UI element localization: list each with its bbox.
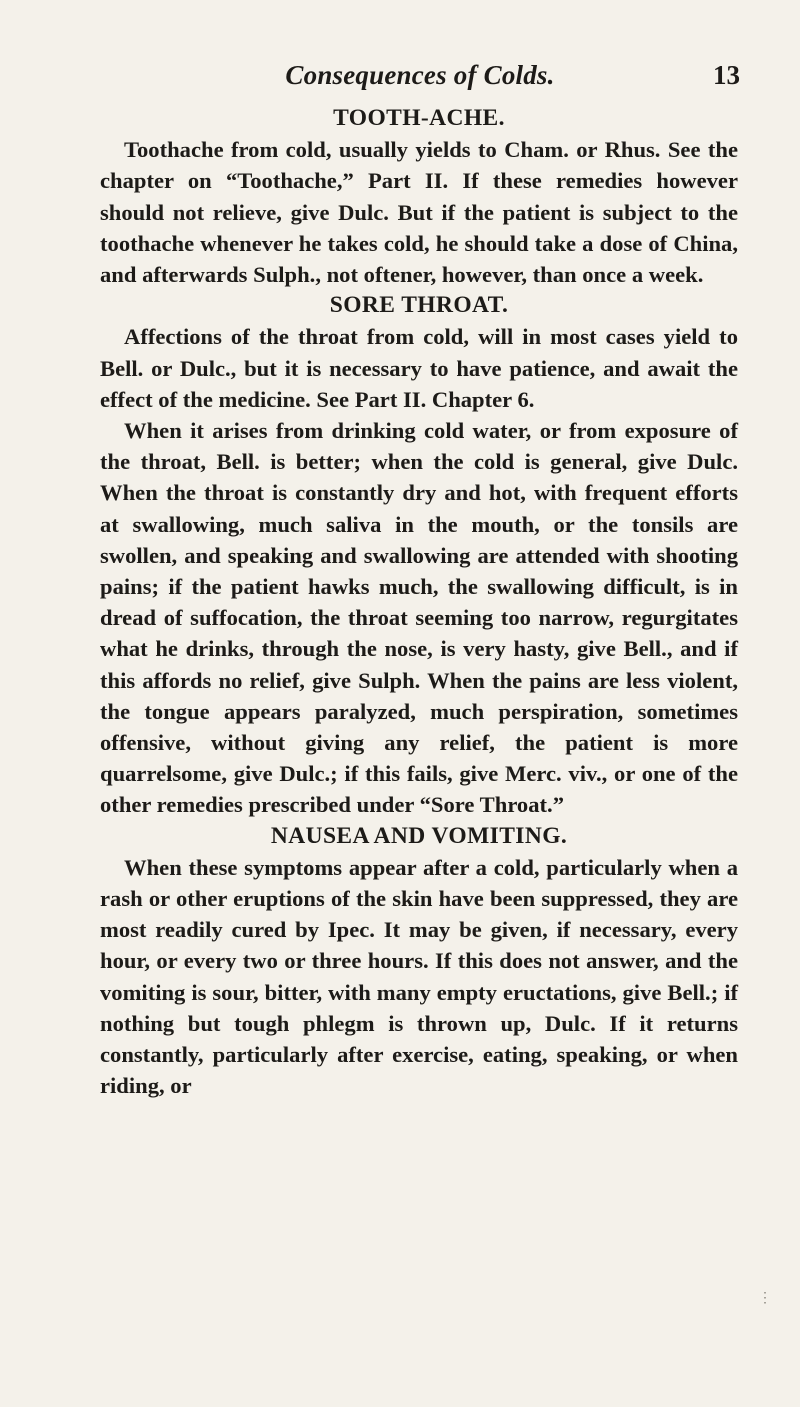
paragraph-toothache: Toothache from cold, usually yields to Cham. or Rhus. See the chapter on “Toothache,” Part II. If these remedies however should not relieve, give Dulc. But if the patient is subject to the toothache whenever he takes cold, he should take a dose of China, and afterwards Sulph., not oftener, however, than once a week. (100, 137, 738, 288)
heading-sore-throat: SORE THROAT. (329, 292, 509, 319)
heading-tooth-ache: TOOTH-ACHE. (333, 105, 505, 131)
paragraph-sore-throat-general: Affections of the throat from cold, will in most cases yield to Bell. or Dulc., but it is necessary to have patience, and await the effect of the medicine. See Part II. Chapter 6. (100, 324, 738, 412)
paragraph-nausea-vomiting: When these symptoms appear after a cold, particularly when a rash or other eruptions of the skin have been suppressed, they are most readily cured by Ipec. It may be given, if necessary, every hour, or every two or three hours. If this does not answer, and the vomiting is sour, bitter, with many empty eructations, give Bell.; if nothing but tough phlegm is thrown up, Dulc. If it returns constantly, particularly after exercise, eating, speaking, or when riding, or (100, 854, 738, 1099)
running-head (100, 60, 740, 100)
heading-nausea-vomiting: NAUSEA AND VOMITING. (270, 822, 568, 849)
paragraph-sore-throat-remedies: When it arises from drinking cold water, or from exposure of the throat, Bell. is better; when the cold is general, give Dulc. When the throat is constantly dry and hot, with frequent efforts at swallowing, much saliva in the mouth, or the tonsils are swollen, and speaking and swallowing are attended with shooting pains; if the patient hawks much, the swallowing difficult, is in dread of suffocation, the throat seeming too narrow, regurgitates what he drinks, through the nose, is very hasty, give Bell., and if this affords no relief, give Sulph. When the pains are less violent, the tongue appears paralyzed, much perspiration, sometimes offensive, without giving any relief, the patient is more quarrelsome, give Dulc.; if this fails, give Merc. viv., or one of the other remedies prescribed under “Sore Throat.” (100, 418, 738, 818)
page-number: 13 (713, 60, 740, 90)
running-title: Consequences of Colds. (285, 60, 555, 90)
body-text (100, 103, 738, 1102)
page-edge-mark: ⋮ (758, 1291, 772, 1306)
